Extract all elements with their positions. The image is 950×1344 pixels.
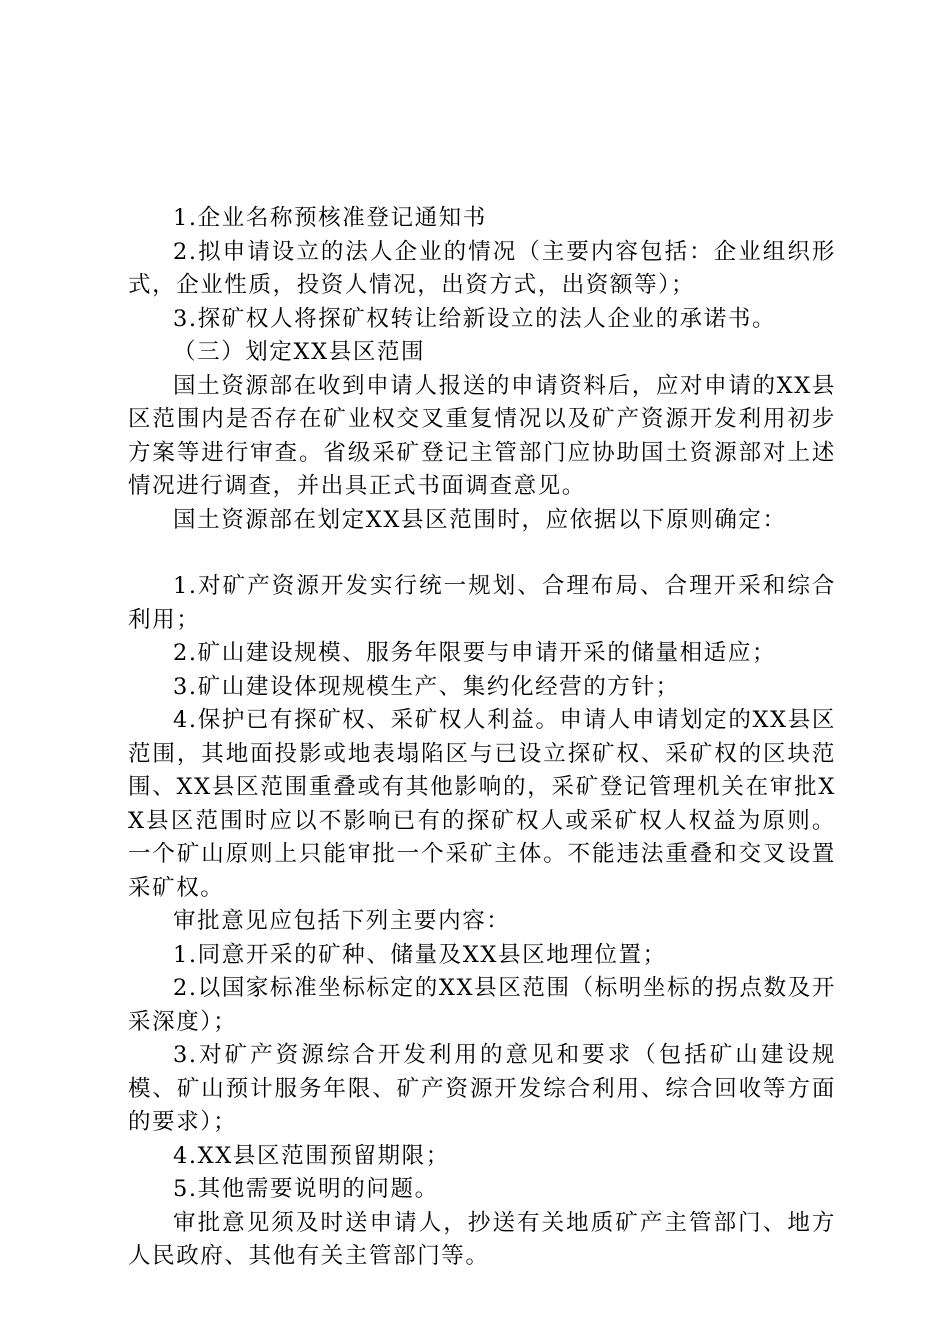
approval-item-3: 3.对矿产资源综合开发利用的意见和要求（包括矿山建设规模、矿山预计服务年限、矿产资源开发综合利用、综合回收等方面的要求）； xyxy=(128,1042,836,1135)
principle-item-3: 3.矿山建设体现规模生产、集约化经营的方针； xyxy=(173,673,680,700)
approval-item-1: 1.同意开采的矿种、储量及XX县区地理位置； xyxy=(173,941,667,968)
paragraph-delivery: 审批意见须及时送申请人，抄送有关地质矿产主管部门、地方人民政府、其他有关主管部门等。 xyxy=(128,1209,836,1269)
principle-item-4: 4.保护已有探矿权、采矿权人利益。申请人申请划定的XX县区范围，其地面投影或地表塌陷区与已设立探矿权、采矿权的区块范围、XX县区范围重叠或有其他影响的，采矿登记管理机关在审批XX县区范围时应以不影响已有的探矿权人或采矿权人权益为原则。一个矿山原则上只能审批一个采矿主体。不能违法重叠和交叉设置采矿权。 xyxy=(128,707,836,901)
principle-item-1: 1.对矿产资源开发实行统一规划、合理布局、合理开采和综合利用； xyxy=(128,573,836,633)
paragraph-approval-contents: 审批意见应包括下列主要内容： xyxy=(173,908,511,934)
approval-item-5: 5.其他需要说明的问题。 xyxy=(173,1176,439,1202)
approval-item-2: 2.以国家标准坐标标定的XX县区范围（标明坐标的拐点数及开采深度）； xyxy=(128,975,836,1035)
approval-item-4: 4.XX县区范围预留期限； xyxy=(173,1142,450,1169)
document-body xyxy=(128,202,836,1274)
paragraph-principles-intro: 国土资源部在划定XX县区范围时，应依据以下原则确定： xyxy=(173,506,787,533)
list-item-name-precheck: 1.企业名称预核准登记通知书 xyxy=(173,205,487,231)
paragraph-review: 国土资源部在收到申请人报送的申请资料后，应对申请的XX县区范围内是否存在矿业权交叉重复情况以及矿产资源开发利用初步方案等进行审查。省级采矿登记主管部门应协助国土资源部对上述情况进行调查，并出具正式书面调查意见。 xyxy=(128,372,836,499)
list-item-enterprise-info: 2.拟申请设立的法人企业的情况（主要内容包括：企业组织形式，企业性质，投资人情况，出资方式，出资额等）； xyxy=(128,238,836,298)
principle-item-2: 2.矿山建设规模、服务年限要与申请开采的储量相适应； xyxy=(173,640,777,666)
list-item-transfer-commitment: 3.探矿权人将探矿权转让给新设立的法人企业的承诺书。 xyxy=(173,305,777,332)
section-heading-delimit-area: （三）划定XX县区范围 xyxy=(173,339,426,365)
